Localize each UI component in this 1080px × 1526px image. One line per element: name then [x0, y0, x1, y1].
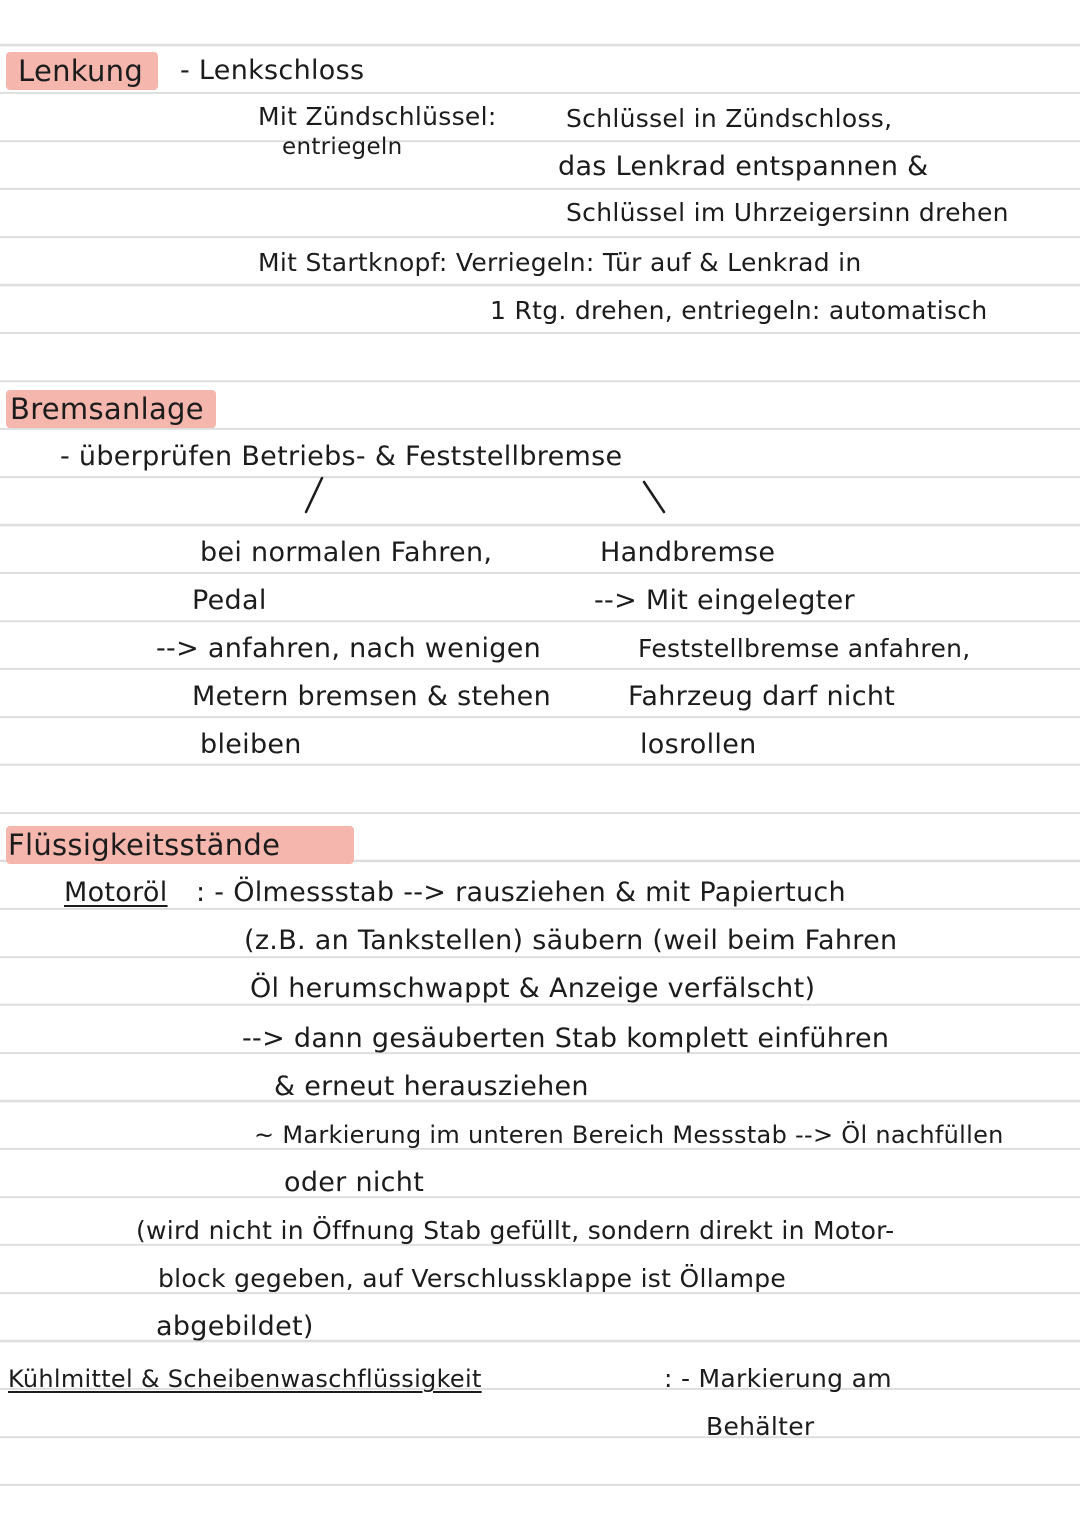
- betriebsbremse-line-2: Pedal: [192, 585, 267, 616]
- betriebsbremse-line-5: bleiben: [200, 729, 302, 760]
- branch-line-left: [306, 478, 322, 512]
- motoroel-note-2: block gegeben, auf Verschlussklappe ist Öllampe: [158, 1264, 787, 1293]
- zuendschluessel-text-1: Schlüssel in Zündschloss,: [566, 104, 893, 133]
- zuendschluessel-text-3: Schlüssel im Uhrzeigersinn drehen: [566, 198, 1009, 227]
- heading-fluessigkeiten: Flüssigkeitsstände: [8, 828, 281, 862]
- handbremse-line-5: losrollen: [640, 729, 757, 760]
- zuendschluessel-action: entriegeln: [282, 134, 403, 160]
- motoroel-line-7: oder nicht: [284, 1167, 425, 1198]
- motoroel-note-3: abgebildet): [156, 1311, 314, 1342]
- motoroel-line-6: ~ Markierung im unteren Bereich Messstab --> Öl nachfüllen: [254, 1121, 1004, 1149]
- heading-lenkung: Lenkung: [18, 54, 144, 88]
- startknopf-text-2: 1 Rtg. drehen, entriegeln: automatisch: [490, 296, 988, 325]
- startknopf-text-1: Mit Startknopf: Verriegeln: Tür auf & Lenkrad in: [258, 248, 862, 277]
- motoroel-line-5: & erneut herausziehen: [274, 1071, 589, 1102]
- handbremse-line-2: --> Mit eingelegter: [594, 585, 855, 616]
- zuendschluessel-text-2: das Lenkrad entspannen &: [558, 151, 929, 182]
- motoroel-line-4: --> dann gesäuberten Stab komplett einführen: [242, 1023, 890, 1054]
- motoroel-line-3: Öl herumschwappt & Anzeige verfälscht): [250, 973, 816, 1004]
- motoroel-label: Motoröl: [64, 877, 168, 908]
- handbremse-line-1: Handbremse: [600, 537, 776, 568]
- motoroel-note-1: (wird nicht in Öffnung Stab gefüllt, sondern direkt in Motor-: [136, 1216, 895, 1245]
- lenkschloss-bullet: - Lenkschloss: [180, 55, 365, 86]
- kuehlmittel-text-1: : - Markierung am: [664, 1364, 892, 1393]
- kuehlmittel-label: Kühlmittel & Scheibenwaschflüssigkeit: [8, 1365, 482, 1393]
- betriebsbremse-line-3: --> anfahren, nach wenigen: [156, 633, 542, 664]
- betriebsbremse-line-1: bei normalen Fahren,: [200, 537, 493, 568]
- betriebsbremse-line-4: Metern bremsen & stehen: [192, 681, 551, 712]
- bremsanlage-line: - überprüfen Betriebs- & Feststellbremse: [60, 441, 623, 472]
- kuehlmittel-text-2: Behälter: [706, 1412, 815, 1441]
- heading-bremsanlage: Bremsanlage: [10, 392, 204, 426]
- zuendschluessel-label: Mit Zündschlüssel:: [258, 102, 497, 131]
- motoroel-line-2: (z.B. an Tankstellen) säubern (weil beim Fahren: [244, 925, 898, 956]
- handbremse-line-3: Feststellbremse anfahren,: [638, 634, 971, 663]
- branch-line-right: [644, 482, 664, 512]
- motoroel-line-1: : - Ölmessstab --> rausziehen & mit Papiertuch: [196, 877, 846, 908]
- handbremse-line-4: Fahrzeug darf nicht: [628, 681, 896, 712]
